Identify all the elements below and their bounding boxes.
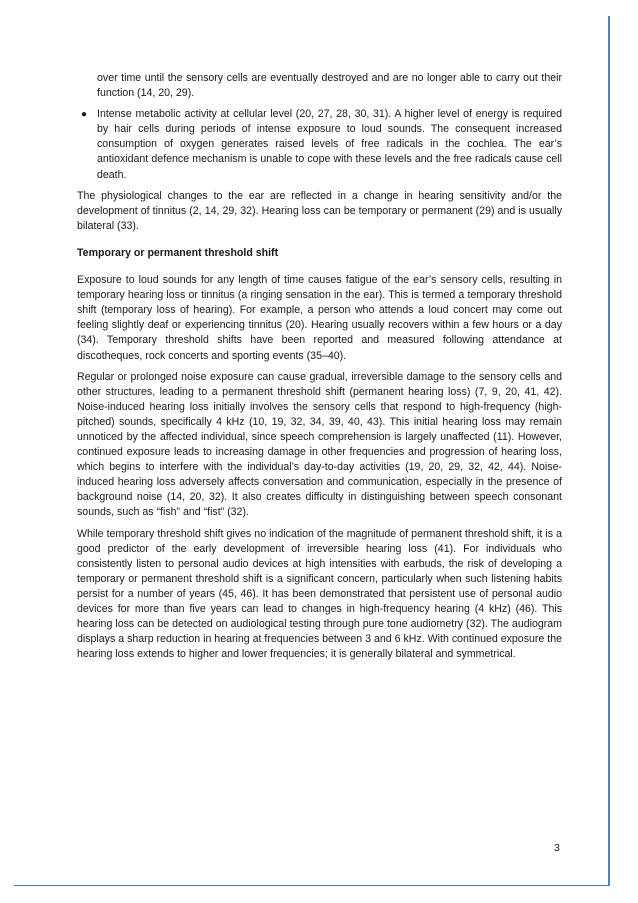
page-number: 3	[554, 842, 560, 854]
section-heading: Temporary or permanent threshold shift	[77, 246, 279, 259]
document-body	[77, 71, 562, 668]
paragraph-hearing-sensitivity: The physiological changes to the ear are reflected in a change in hearing sensitivity and/or the development of tinnitus (2, 14, 29, 32). Hearing loss can be temporary or permanent (29) and is usually bilateral (33).	[77, 189, 562, 232]
bullet-continuation: over time until the sensory cells are eventually destroyed and are no longer able to carry out their function (14, 20, 29).	[97, 72, 562, 100]
bullet-text: Intense metabolic activity at cellular level (20, 27, 28, 30, 31). A higher level of energy is required by hair cells during periods of intense exposure to loud sounds. The consequent increased consumption of oxygen generates raised levels of free radicals in the cochlea. The ear’s antioxidant defence mechanism is unable to cope with these levels and the free radicals cause cell death.	[97, 108, 562, 181]
paragraph-predictor: While temporary threshold shift gives no indication of the magnitude of permanent threshold shift, it is a good predictor of the early development of irreversible hearing loss (41). For individuals who consistently listen to personal audio devices at high intensities with earbuds, the risk of developing a temporary or permanent threshold shift is a significant concern, particularly when such listening habits persist for a number of years (45, 46). It has been demonstrated that persistent use of personal audio devices for more than five years can lead to changes in high-frequency hearing (4 kHz) (46). This hearing loss can be detected on audiological testing through pure tone audiometry (32). The audiogram displays a sharp reduction in hearing at frequencies between 3 and 6 kHz. With continued exposure the hearing loss extends to higher and lower frequencies; it is generally bilateral and symmetrical.	[77, 527, 562, 661]
paragraph-temporary-shift: Exposure to loud sounds for any length of time causes fatigue of the ear’s sensory cells, resulting in temporary hearing loss or tinnitus (a ringing sensation in the ear). This is termed a temporary threshold shift (temporary loss of hearing). For example, a person who attends a loud concert may come out feeling slightly deaf or experiencing tinnitus (20). Hearing usually recovers within a few hours or a day (34). Temporary threshold shifts have been reported and measured following attendance at discotheques, rock concerts and sporting events (35–40).	[77, 274, 562, 362]
bullet-icon: ●	[81, 109, 88, 121]
bullet-item	[77, 107, 562, 182]
paragraph-permanent-shift: Regular or prolonged noise exposure can cause gradual, irreversible damage to the sensory cells and other structures, leading to a permanent threshold shift (permanent hearing loss) (7, 9, 20, 41, 42). Noise-induced hearing loss initially involves the sensory cells that respond to high-frequency (high-pitched) sounds, specifically 4 kHz (10, 19, 32, 34, 39, 40, 43). This initial hearing loss may remain unnoticed by the affected individual, since speech comprehension is largely unaffected (11). However, continued exposure leads to increasing damage in other frequencies and progression of hearing loss, which begins to interfere with the individual’s day-to-day activities (19, 20, 29, 32, 42, 44). Noise-induced hearing loss adversely affects conversation and communication, especially in the presence of background noise (14, 20, 32). It also creates difficulty in distinguishing between speech consonant sounds, such as “fish” and “fist” (32).	[77, 370, 562, 519]
